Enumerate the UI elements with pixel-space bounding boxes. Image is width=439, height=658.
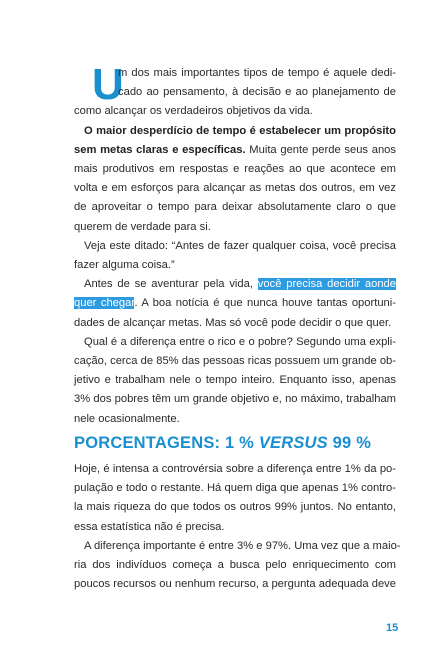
drop-cap: U <box>92 60 124 109</box>
paragraph-2 <box>74 122 396 237</box>
p3-line-2: fazer alguma coisa.” <box>74 258 175 271</box>
heading-italic: VERSUS <box>258 434 328 452</box>
paragraph-5 <box>74 333 396 429</box>
paragraph-6 <box>74 460 396 537</box>
paragraph-3 <box>74 237 396 275</box>
highlighted-text-1: você precisa decidir aonde <box>257 278 396 291</box>
p5-line-3: jetivo e trabalham nele o tempo inteiro. Enquanto isso, apenas <box>74 374 396 387</box>
p6-line-1: Hoje, é intensa a controvérsia sobre a diferença entre 1% da po- <box>74 463 396 475</box>
paragraph-7 <box>74 537 401 595</box>
p5-line-1: Qual é a diferença entre o rico e o pobre? Segundo uma expli- <box>84 335 396 348</box>
p4-start: Antes de se aventurar pela vida, <box>84 278 258 291</box>
p2-line-2 <box>74 141 396 160</box>
p2-rest-2: Muita gente perde seus anos <box>245 143 396 156</box>
p2-line-5: de aproveitar o tempo para deixar absolutamente claro o que <box>74 201 396 214</box>
p4-line-1 <box>74 275 396 294</box>
p4-line-2 <box>74 294 396 313</box>
p4-line-3: dades de alcançar metas. Mas só você pode decidir o que quer. <box>74 316 392 329</box>
p6-line-4: essa estatística não é precisa. <box>74 520 225 533</box>
p5-line-5: nele ocasionalmente. <box>74 412 180 425</box>
section-heading <box>74 434 371 453</box>
p2-bold-2: sem metas claras e específicas. <box>74 143 246 156</box>
p2-line-4: volta e em esforços para alcançar as metas dos outros, em vez <box>74 182 396 195</box>
intro-paragraph-end <box>74 102 396 121</box>
intro-line-1: m dos mais importantes tipos de tempo é aquele dedi- <box>118 67 396 79</box>
p7-line-2: ria dos indivíduos começa a busca pelo enriquecimento com <box>74 558 396 571</box>
highlighted-text-2: quer chegar <box>74 297 135 310</box>
p4-after-highlight: . A boa notícia é que nunca houve tantas oportuni- <box>134 297 396 310</box>
p7-line-1: A diferença importante é entre 3% e 97%. Uma vez que a maio- <box>84 539 401 552</box>
p7-line-3: poucos recursos ou nenhum recurso, a pergunta adequada deve <box>74 578 396 591</box>
p2-line-3: mais produtivos em respostas e reações ao que acontece em <box>74 162 396 175</box>
intro-paragraph-wrap <box>118 64 396 102</box>
p2-line-1 <box>74 122 396 141</box>
intro-line-3: como alcançar os verdadeiros objetivos da vida. <box>74 105 313 118</box>
p5-line-4: 3% dos pobres têm um grande objetivo e, no máximo, trabalham <box>74 393 396 406</box>
p3-line-1: Veja este ditado: “Antes de fazer qualquer coisa, você precisa <box>84 239 396 252</box>
p2-bold-1: O maior desperdício de tempo é estabelecer um propósito <box>84 124 396 137</box>
paragraph-4 <box>74 275 396 333</box>
p5-line-2: cação, cerca de 85% das pessoas ricas possuem um grande ob- <box>74 354 396 367</box>
heading-part-2: 99 % <box>327 434 372 452</box>
p6-line-2: pulação e todo o restante. Há quem diga que apenas 1% contro- <box>74 482 396 495</box>
page-number: 15 <box>386 622 399 634</box>
intro-line-2: cado ao pensamento, à decisão e ao planejamento de <box>118 86 396 99</box>
p2-line-6: querem de verdade para si. <box>74 220 211 233</box>
p6-line-3: la mais riqueza do que todos os outros 99% juntos. No entanto, <box>74 501 396 514</box>
heading-part-1: PORCENTAGENS: 1 % <box>74 434 259 452</box>
